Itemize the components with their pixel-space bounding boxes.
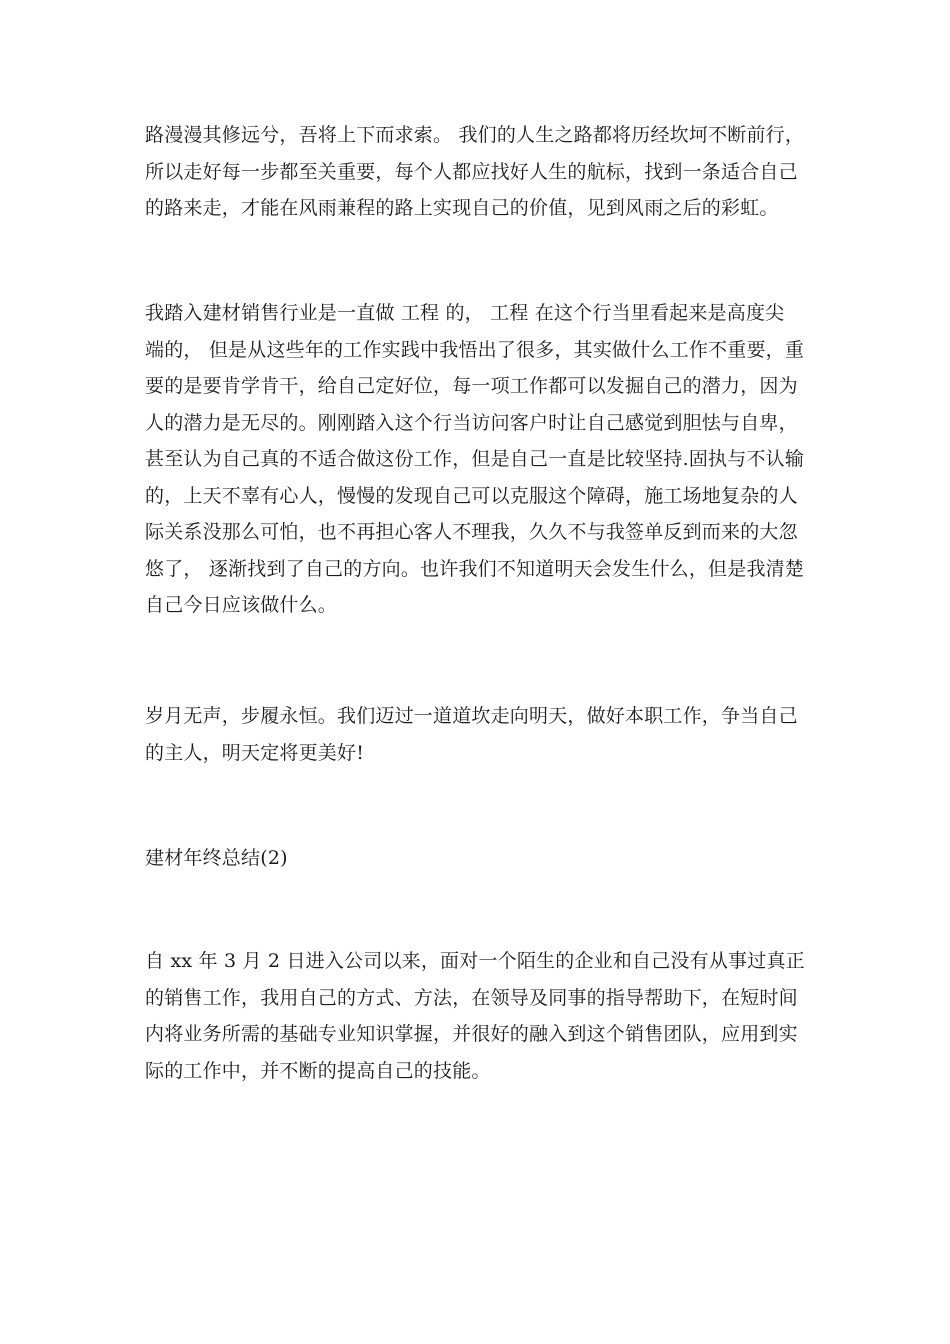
text-line: 路漫漫其修远兮，吾将上下而求索。 我们的人生之路都将历经坎坷不断前行， (145, 124, 805, 146)
text-line: 人的潜力是无尽的。刚刚踏入这个行当访问客户时让自己感觉到胆怯与自卑， (145, 411, 798, 434)
text-line: 我踏入建材销售行业是一直做 工程 的， 工程 在这个行当里看起来是高度尖 (145, 302, 785, 324)
text-line: 甚至认为自己真的不适合做这份工作，但是自己一直是比较坚持.固执与不认输 (145, 448, 805, 470)
text-line: 端的， 但是从这些年的工作实践中我悟出了很多，其实做什么工作不重要，重 (145, 338, 805, 361)
text-line: 的，上天不辜有心人，慢慢的发现自己可以克服这个障碍，施工场地复杂的人 (145, 484, 798, 507)
paragraph-closing (145, 698, 810, 771)
paragraph-intro (145, 117, 810, 227)
text-line: 的路来走，才能在风雨兼程的路上实现自己的价值，见到风雨之后的彩虹。 (145, 197, 779, 219)
section-heading-text: 建材年终总结(2) (145, 847, 288, 869)
text-line: 际关系没那么可怕，也不再担心客人不理我，久久不与我签单反到而来的大忽 (145, 521, 798, 543)
text-line: 的主人，明天定将更美好! (145, 741, 365, 764)
paragraph-experience (145, 295, 810, 624)
text-line: 内将业务所需的基础专业知识掌握，并很好的融入到这个销售团队，应用到实 (145, 1023, 798, 1045)
text-line: 自己今日应该做什么。 (145, 594, 338, 616)
text-line: 际的工作中，并不断的提高自己的技能。 (145, 1059, 491, 1082)
text-line: 悠了， 逐渐找到了自己的方向。也许我们不知道明天会发生什么，但是我清楚 (145, 557, 805, 580)
paragraph-section-2 (145, 943, 810, 1089)
text-line: 所以走好每一步都至关重要，每个人都应找好人生的航标，找到一条适合自己 (145, 160, 798, 183)
text-line: 要的是要肯学肯干，给自己定好位，每一项工作都可以发掘自己的潜力，因为 (145, 375, 798, 397)
text-line: 自 xx 年 3 月 2 日进入公司以来，面对一个陌生的企业和自己没有从事过真正 (145, 950, 805, 972)
section-heading (145, 840, 810, 877)
text-line: 的销售工作，我用自己的方式、方法，在领导及同事的指导帮助下，在短时间 (145, 986, 798, 1009)
text-line: 岁月无声，步履永恒。我们迈过一道道坎走向明天，做好本职工作，争当自己 (145, 705, 798, 727)
